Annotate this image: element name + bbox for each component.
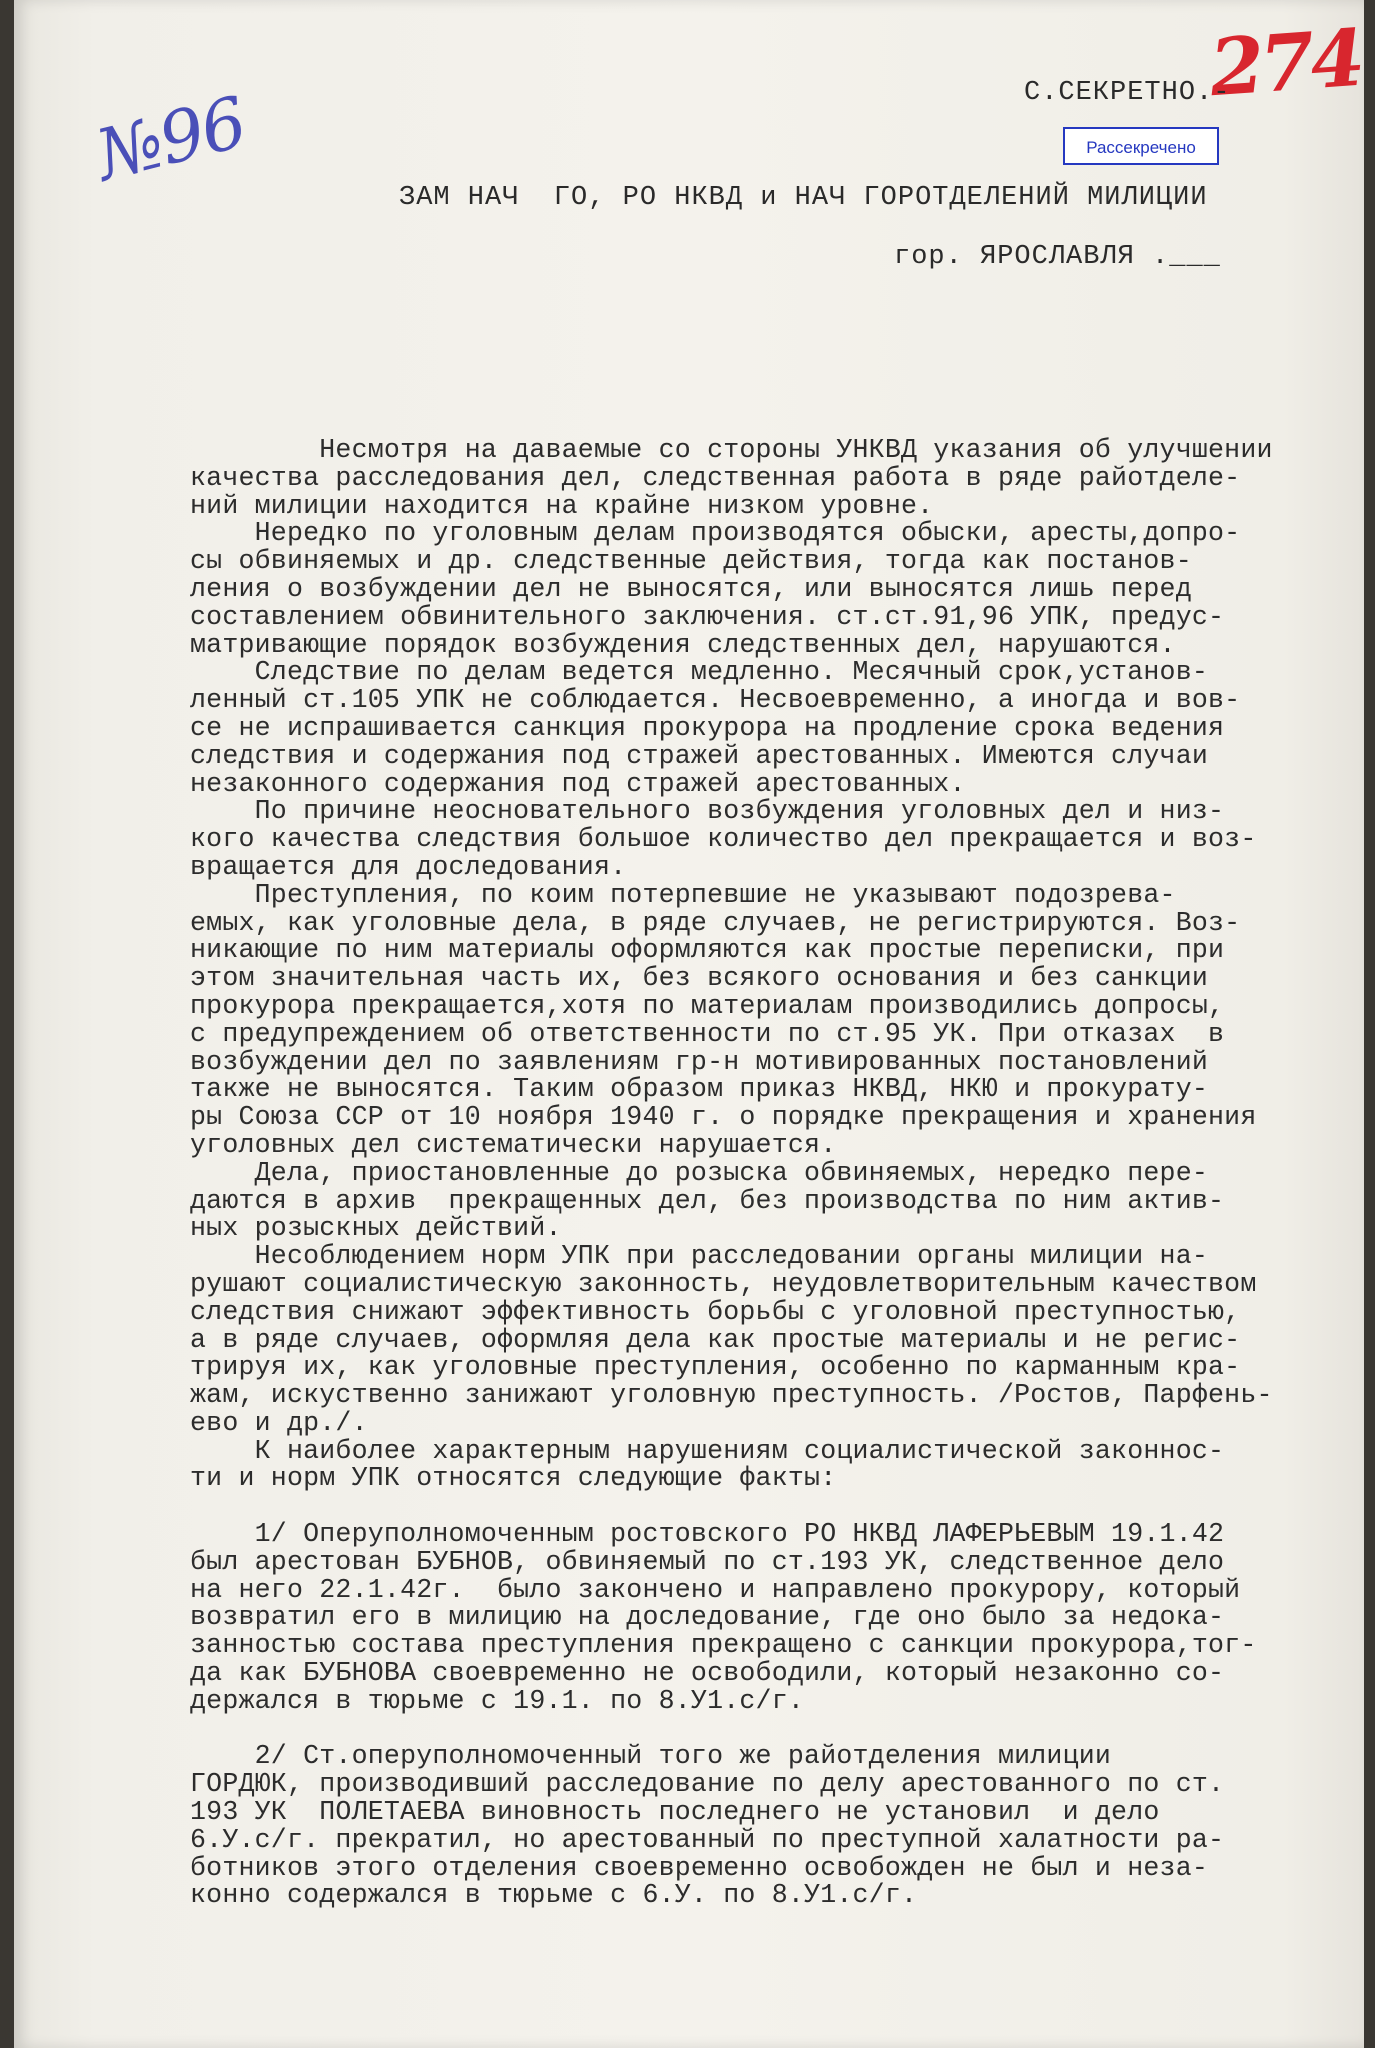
body-line: 2/ Ст.оперуполномоченный того же райотделения милиции [190,1741,1112,1772]
addressee-heading: ЗАМ НАЧ ГО, РО НКВД и НАЧ ГОРОТДЕЛЕНИЙ МИЛИЦИИ [399,183,1208,213]
document-page [14,0,1364,2048]
city-heading: гор. ЯРОСЛАВЛЯ .___ [894,242,1221,272]
handwritten-number: №96 [88,81,254,197]
page-number: 274 [1207,12,1364,115]
body-line: ленный ст.105 УПК не соблюдается. Несвоевременно, а иногда и вов- [190,685,1241,716]
body-line: ления о возбуждении дел не выносятся, или выносятся лишь перед [190,573,1192,604]
body-line: вращается для доследования. [190,851,627,882]
body-line: ево и др./. [190,1407,368,1438]
body-line: Несоблюдением норм УПК при расследовании органы милиции на- [190,1241,1209,1272]
body-line: конно содержался в тюрьме с 6.У. по 8.У1.с/г. [190,1880,918,1911]
body-line: емых, как уголовные дела, в ряде случаев, не регистрируются. Воз- [190,907,1241,938]
body-line: ний милиции находится на крайне низком уровне. [190,490,934,521]
body-line: се не испрашивается санкция прокурора на продление срока ведения [190,712,1225,743]
body-line: держался в тюрьме с 19.1. по 8.У1.с/г. [190,1685,805,1716]
body-line: Несмотря на даваемые со стороны УНКВД указания об улучшении [190,435,1273,465]
body-line: матривающие порядок возбуждения следственных дел, нарушаются. [190,629,1176,660]
body-line [190,1716,1375,1744]
body-line: ных розыскных действий. [190,1213,562,1244]
body-line: К наиболее характерным нарушениям социалистической законнос- [190,1435,1225,1466]
body-line: этом значительная часть их, без всякого основания и без санкции [190,963,1209,994]
body-line: с предупреждением об ответственности по ст.95 УК. При отказах в [190,1018,1225,1049]
body-line: 193 УК ПОЛЕТАЕВА виновность последнего не установил и дело [190,1797,1160,1828]
body-line: незаконного содержания под стражей арестованных. [190,768,966,799]
body-line: следствия снижают эффективность борьбы с уголовной преступностью, [190,1296,1241,1327]
body-line: возбуждении дел по заявлениям гр-н мотивированных постановлений [190,1046,1209,1077]
body-line [190,1493,1375,1521]
secrecy-mark: С.СЕКРЕТНО.- [1024,78,1231,108]
body-line: ГОРДЮК, производивший расследование по делу арестованного по ст. [190,1769,1225,1800]
body-line: уголовных дел систематически нарушается. [190,1129,837,1160]
body-line: да как БУБНОВА своевременно не освободили, который незаконно со- [190,1658,1225,1689]
body-line: ти и норм УПК относятся следующие факты: [190,1463,837,1494]
body-line: Нередко по уголовным делам производятся обыски, аресты,допро- [190,518,1241,549]
body-line: также не выносятся. Таким образом приказ НКВД, НКЮ и прокурату- [190,1074,1209,1105]
body-line: сы обвиняемых и др. следственные действия, тогда как постанов- [190,546,1192,577]
body-line: занностью состава преступления прекращено с санкции прокурора,тог- [190,1630,1257,1661]
body-line: Следствие по делам ведется медленно. Месячный срок,установ- [190,657,1209,688]
body-line: возвратил его в милицию на доследование, где оно было за недока- [190,1602,1225,1633]
body-line: Дела, приостановленные до розыска обвиняемых, нередко пере- [190,1157,1209,1188]
body-line: прокурора прекращается,хотя по материалам производились допросы, [190,990,1225,1021]
declassified-stamp: Рассекречено [1063,127,1219,165]
body-line: никающие по ним материалы оформляются как простые переписки, при [190,935,1225,966]
body-line: ботников этого отделения своевременно освобожден не был и неза- [190,1852,1209,1883]
document-body [190,437,1375,1910]
body-line: составлением обвинительного заключения. ст.ст.91,96 УПК, предус- [190,601,1225,632]
body-line: на него 22.1.42г. было закончено и направлено прокурору, который [190,1574,1241,1605]
body-line: 6.У.с/г. прекратил, но арестованный по преступной халатности ра- [190,1824,1225,1855]
body-line: жам, искуственно занижают уголовную преступность. /Ростов, Парфень- [190,1380,1273,1411]
body-line: рушают социалистическую законность, неудовлетворительным качеством [190,1268,1257,1299]
body-line: трируя их, как уголовные преступления, особенно по карманным кра- [190,1352,1241,1383]
body-line: а в ряде случаев, оформляя дела как простые материалы и не регис- [190,1324,1241,1355]
body-line: По причине неосновательного возбуждения уголовных дел и низ- [190,796,1225,827]
body-line: Преступления, по коим потерпевшие не указывают подозрева- [190,879,1176,910]
body-line: кого качества следствия большое количество дел прекращается и воз- [190,824,1257,855]
body-line: 1/ Оперуполномоченным ростовского РО НКВД ЛАФЕРЬЕВЫМ 19.1.42 [190,1519,1225,1550]
body-line: даются в архив прекращенных дел, без производства по ним актив- [190,1185,1225,1216]
body-line: был арестован БУБНОВ, обвиняемый по ст.193 УК, следственное дело [190,1546,1225,1577]
body-line: ры Союза ССР от 10 ноября 1940 г. о порядке прекращения и хранения [190,1102,1257,1133]
body-line: следствия и содержания под стражей арестованных. Имеются случаи [190,740,1209,771]
body-line: качества расследования дел, следственная работа в ряде райотделе- [190,462,1241,493]
